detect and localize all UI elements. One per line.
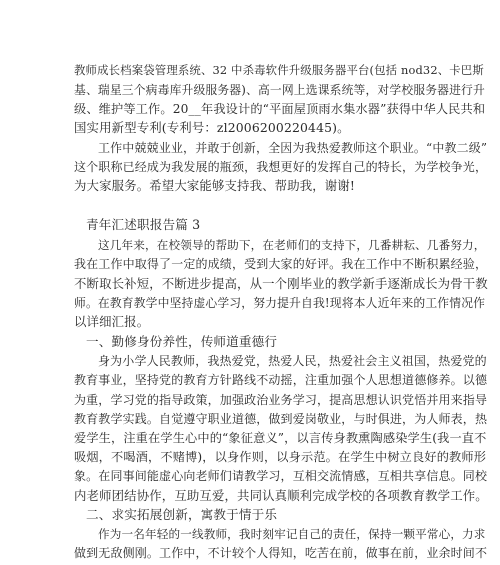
text-line: 做到无敌侧刚。工作中，不计较个人得知，吃苦在前，做事在前，业余时间不 xyxy=(74,546,488,560)
text-line: 爱学生，注重在学生心中的“象征意义”，以言传身教熏陶感染学生(我一直不 xyxy=(74,430,487,445)
text-line: 象。在同事间能虚心向老师们请教学习，互相交流情感，互相共享信息。同校 xyxy=(74,469,488,484)
text-line: 这个职称已经成为我发展的瓶颈，我想更好的发挥自己的特长，为学校争光， xyxy=(74,159,488,174)
text-line: 教育教学实践。自觉遵守职业道德，做到爱岗敬业，与时俱进，为人师表，热 xyxy=(74,411,488,426)
text-line: 教育事业，坚持党的教育方针路线不动摇，注重加强个人思想道德修养。以德 xyxy=(74,373,488,388)
text-line: 工作中兢兢业业，并敢于创新，全因为我热爱教师这个职业。“中教二级” xyxy=(98,140,488,155)
section-heading: 一、勤修身份养性，传师道重德行 xyxy=(86,334,278,349)
text-line: 不断取长补短，不断进步提高，从一个刚毕业的教学新手逐渐成长为骨干教 xyxy=(74,275,488,291)
text-line: 级、维护等工作。20__年我设计的“平面屋顶雨水集水器”获得中华人民共和 xyxy=(74,102,486,117)
text-line: 以详细汇报。 xyxy=(74,314,150,329)
text-line: 为大家服务。希望大家能够支持我、帮助我，谢谢! xyxy=(74,178,356,193)
text-line: 吸烟，不喝酒，不赌博)，以身作则，以身示范。在学生中树立良好的教师形 xyxy=(74,450,487,465)
text-line: 作为一名年轻的一线教师，我时刻牢记自己的责任，保持一颗平常心，力求 xyxy=(98,526,486,541)
text-line: 教师成长档案袋管理系统、32 中杀毒软件升级服务器平台(包括 nod32、卡巴斯 xyxy=(74,63,484,77)
text-line: 基、瑞星三个病毒库升级服务器)、高一网上选课系统等，对学校服务器进行升 xyxy=(74,83,485,98)
text-line: 国实用新型专利(专利号：zl2006200220445)。 xyxy=(74,120,350,136)
text-line: 为重，学习党的指导政策，加强政治业务学习，提高思想认识党悟并用来指导 xyxy=(74,392,488,407)
section-heading: 二、求实拓展创新，寓教于情于乐 xyxy=(86,506,278,522)
text-line: 内老师团结协作，互助互爱，共同认真顺利完成学校的各项教育教学工作。 xyxy=(74,487,488,503)
text-line: 我在工作中取得了一定的成绩，受到大家的好评。我在工作中不断积累经验， xyxy=(74,257,488,272)
text-line: 师。在教育教学中坚持虚心学习，努力提升自我!现将本人近年来的工作情况作 xyxy=(74,295,486,310)
text-line: 这几年来，在校领导的帮助下，在老师们的支持下，几番耕耘、几番努力， xyxy=(98,238,486,253)
text-line: 身为小学人民教师，我热爱党，热爱人民，热爱社会主义祖国，热爱党的 xyxy=(98,354,487,369)
section-heading: 青年汇述职报告篇 3 xyxy=(86,217,201,233)
